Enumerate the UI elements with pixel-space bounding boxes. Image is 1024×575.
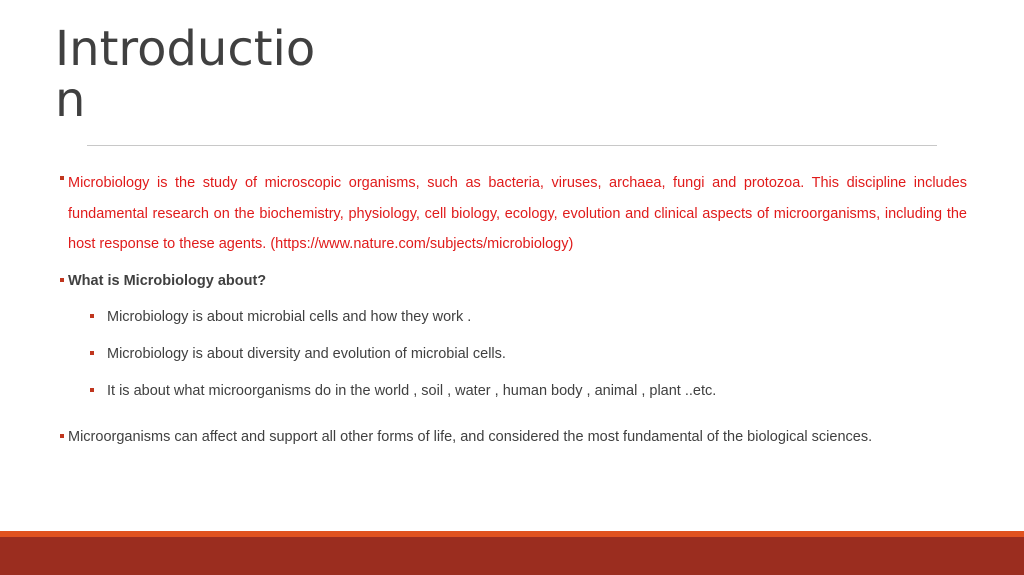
bullet-question-text: What is Microbiology about? — [68, 272, 267, 289]
bullet-question — [60, 270, 967, 292]
sub-bullet-text: It is about what microorganisms do in the world , soil , water , human body , animal , plant ..etc. — [107, 382, 717, 399]
sub-bullet — [90, 306, 967, 328]
square-bullet-icon — [60, 434, 64, 438]
bullet-closing — [60, 426, 967, 448]
footer-band — [0, 537, 1024, 575]
sub-bullet-text: Microbiology is about diversity and evolution of microbial cells. — [107, 345, 506, 362]
square-bullet-icon — [60, 176, 64, 180]
square-bullet-icon — [90, 314, 94, 318]
sub-bullet — [90, 380, 967, 402]
square-bullet-icon — [60, 278, 64, 282]
bullet-definition-text: Microbiology is the study of microscopic organisms, such as bacteria, viruses, archaea, fungi and protozoa. This discipline includes fundamental research on the biochemistry, physiology, cell biology, ecology, evolution and clinical aspects of microorganisms, including the host response to these agents. (https://www.nature.com/subjects/microbiology) — [68, 175, 967, 252]
sub-bullet-text: Microbiology is about microbial cells and how they work . — [107, 308, 472, 325]
square-bullet-icon — [90, 388, 94, 392]
bullet-definition — [60, 168, 967, 260]
bullet-closing-text: Microorganisms can affect and support all other forms of life, and considered the most fundamental of the biological sciences. — [68, 428, 873, 445]
title-divider — [87, 145, 937, 146]
sub-bullet — [90, 343, 967, 365]
square-bullet-icon — [90, 351, 94, 355]
slide-title: Introduction — [55, 21, 316, 128]
slide-content — [60, 168, 967, 448]
